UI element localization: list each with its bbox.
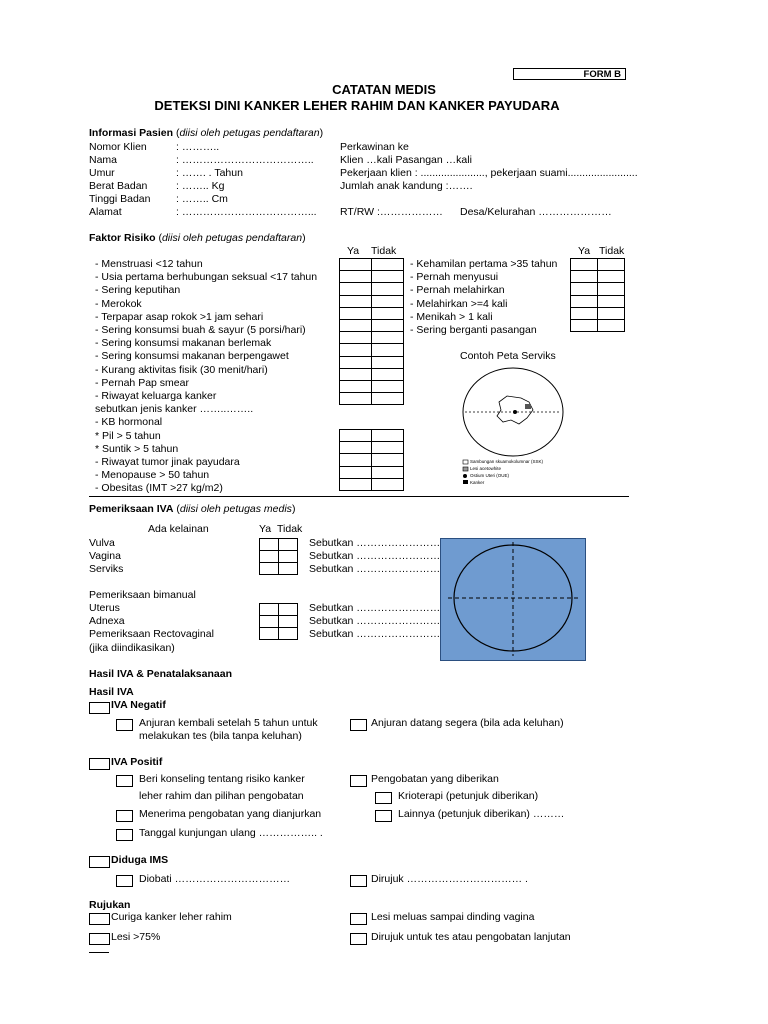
iva-tidak-header: Tidak <box>277 523 303 535</box>
tidak-cell[interactable] <box>598 307 625 319</box>
cervix-map-title: Contoh Peta Serviks <box>460 350 556 362</box>
iva-negatif-label: IVA Negatif <box>111 699 166 711</box>
cervix-diagram[interactable] <box>440 538 586 661</box>
hasil-iva-label: Hasil IVA <box>89 686 134 698</box>
neg-option-b-label: Anjuran datang segera (bila ada keluhan) <box>371 717 564 729</box>
risk-tidak-header-right: Tidak <box>599 245 625 257</box>
patient-field-right[interactable]: Perkawinan ke <box>340 141 409 153</box>
risk-factor-item: - Riwayat tumor jinak payudara <box>95 456 240 468</box>
patient-field-value[interactable]: : ………………………………... <box>176 206 317 218</box>
risk-factor-item-right: - Pernah melahirkan <box>410 284 505 297</box>
tidak-cell[interactable] <box>372 307 404 319</box>
patient-field-value[interactable]: : …….. Kg <box>176 180 225 192</box>
ya-cell[interactable] <box>340 430 372 442</box>
patient-field-label: Berat Badan <box>89 180 148 192</box>
ya-cell[interactable] <box>340 478 372 490</box>
tidak-cell[interactable] <box>598 271 625 283</box>
risk-factor-item: - Terpapar asap rokok >1 jam sehari <box>95 310 264 323</box>
risk-factor-item-right: - Sering berganti pasangan <box>410 324 537 336</box>
ims-dirujuk-checkbox[interactable] <box>350 875 367 887</box>
pos-kunjungan-checkbox[interactable] <box>116 829 133 841</box>
tidak-cell[interactable] <box>372 283 404 295</box>
tidak-cell[interactable] <box>598 259 625 271</box>
risk-factor-item-right: - Pernah menyusui <box>410 271 499 284</box>
tidak-cell[interactable] <box>372 344 404 356</box>
bimanual-label: Pemeriksaan bimanual <box>89 589 196 601</box>
tidak-cell[interactable] <box>598 295 625 307</box>
pos-konseling-label-2: leher rahim dan pilihan pengobatan <box>139 790 304 802</box>
patient-info-heading: Informasi Pasien (diisi oleh petugas pendaftaran) <box>89 127 324 139</box>
risk-ya-header: Ya <box>347 245 360 257</box>
iva-ya-header: Ya <box>259 523 272 535</box>
pos-konseling-checkbox[interactable] <box>116 775 133 787</box>
risk-factor-item: - Sering konsumsi buah & sayur (5 porsi/hari) <box>95 324 306 336</box>
risk-heading: Faktor Risiko (diisi oleh petugas pendaftaran) <box>89 232 306 244</box>
pos-menerima-label: Menerima pengobatan yang dianjurkan <box>139 808 322 820</box>
iva-exam-row-label: Pemeriksaan Rectovaginal <box>89 628 214 640</box>
desa-field[interactable]: Desa/Kelurahan ………………… <box>460 206 612 218</box>
risk-factor-item: - Usia pertama berhubungan seksual <17 tahun <box>95 271 318 284</box>
ya-cell[interactable] <box>260 628 279 640</box>
ya-cell[interactable] <box>571 319 598 331</box>
iva-exam-heading: Pemeriksaan IVA (diisi oleh petugas medis) <box>89 503 296 515</box>
tidak-cell[interactable] <box>372 259 404 271</box>
ya-cell[interactable] <box>571 295 598 307</box>
risk-factor-item: - KB hormonal <box>95 416 163 429</box>
pos-pengobatan-checkbox[interactable] <box>350 775 367 787</box>
risk-factor-item: - Obesitas (IMT >27 kg/m2) <box>95 482 223 495</box>
patient-field-value[interactable]: : ……………………………….. <box>176 154 314 166</box>
tidak-cell[interactable] <box>372 295 404 307</box>
iva-sebutkan-field[interactable]: Sebutkan …………………… <box>309 628 441 640</box>
ruj-lanjutan-checkbox[interactable] <box>350 933 367 945</box>
patient-field-label: Tinggi Badan <box>89 193 151 205</box>
ruj-lanjutan-label: Dirujuk untuk tes atau pengobatan lanjutan <box>371 931 571 943</box>
risk-factor-item: * Suntik > 5 tahun <box>95 442 179 455</box>
risk-factor-item: - Sering konsumsi makanan berpengawet <box>95 350 289 363</box>
tidak-cell[interactable] <box>372 430 404 442</box>
risk-grid-right[interactable] <box>570 258 625 332</box>
tidak-cell[interactable] <box>372 380 404 392</box>
iva-exam-row-label: Vagina <box>89 550 121 562</box>
ya-cell[interactable] <box>340 271 372 283</box>
ya-cell[interactable] <box>571 283 598 295</box>
ya-cell[interactable] <box>260 604 279 616</box>
patient-field-right[interactable]: Jumlah anak kandung :……. <box>340 180 473 192</box>
iva-sebutkan-field[interactable]: Sebutkan …………………… <box>309 563 441 575</box>
iva-grid-a[interactable] <box>259 538 298 575</box>
tidak-cell[interactable] <box>372 332 404 344</box>
tidak-cell[interactable] <box>372 454 404 466</box>
ya-cell[interactable] <box>340 454 372 466</box>
form-code: FORM B <box>513 68 626 80</box>
iva-sebutkan-field[interactable]: Sebutkan …………………… <box>309 550 441 562</box>
risk-factor-item-right: - Menikah > 1 kali <box>410 310 493 323</box>
ya-cell[interactable] <box>340 295 372 307</box>
patient-field-label: Nomor Klien <box>89 141 147 153</box>
risk-factor-item: - Pernah Pap smear <box>95 376 189 389</box>
pos-konseling-label: Beri konseling tentang risiko kanker <box>139 773 305 785</box>
risk-tidak-header: Tidak <box>371 245 397 257</box>
ya-cell[interactable] <box>340 344 372 356</box>
tidak-cell[interactable] <box>372 368 404 380</box>
ruj-lesi75-label: Lesi >75% <box>111 931 161 943</box>
patient-field-value[interactable]: : ……….. <box>176 141 220 153</box>
risk-factor-item: * Pil > 5 tahun <box>95 429 161 442</box>
patient-field-value[interactable]: : ……. . Tahun <box>176 167 243 179</box>
tidak-cell[interactable] <box>279 628 298 640</box>
ya-cell[interactable] <box>340 356 372 368</box>
form-subtitle: DETEKSI DINI KANKER LEHER RAHIM DAN KANKER PAYUDARA <box>154 98 560 113</box>
iva-exam-row-label: Serviks <box>89 563 124 575</box>
pos-kunjungan-label: Tanggal kunjungan ulang …………….. . <box>139 827 323 839</box>
ya-cell[interactable] <box>571 259 598 271</box>
ya-cell[interactable] <box>340 368 372 380</box>
pos-menerima-checkbox[interactable] <box>116 810 133 822</box>
iva-sebutkan-field[interactable]: Sebutkan …………………… <box>309 537 441 549</box>
tidak-cell[interactable] <box>598 283 625 295</box>
result-heading: Hasil IVA & Penatalaksanaan <box>89 668 232 680</box>
ims-label: Diduga IMS <box>111 854 169 866</box>
tidak-cell[interactable] <box>372 319 404 331</box>
risk-factor-item: - Menstruasi <12 tahun <box>95 258 203 270</box>
ya-cell[interactable] <box>571 307 598 319</box>
ya-cell[interactable] <box>340 307 372 319</box>
ya-cell[interactable] <box>260 616 279 628</box>
ya-cell[interactable] <box>340 393 372 405</box>
pos-krioterapi-checkbox[interactable] <box>375 792 392 804</box>
iva-grid-b[interactable] <box>259 603 298 640</box>
iva-exam-row-label: Vulva <box>89 537 115 549</box>
cervix-map-legend: Sambungan skuamokolumnar (SSK) Lesi acetowhite Ostium Uteri (OUE) Kanker <box>470 459 544 485</box>
iva-exam-row-label: Uterus <box>89 602 120 614</box>
neg-option-a-label-2: melakukan tes (bila tanpa keluhan) <box>139 730 302 742</box>
form-title: CATATAN MEDIS <box>332 82 436 97</box>
patient-field-label: Alamat <box>89 206 122 218</box>
neg-option-b-checkbox[interactable] <box>350 719 367 731</box>
patient-field-value[interactable]: : …….. Cm <box>176 193 228 205</box>
risk-grid-left-b[interactable] <box>339 429 404 491</box>
ya-cell[interactable] <box>340 332 372 344</box>
ya-cell[interactable] <box>340 283 372 295</box>
tidak-cell[interactable] <box>279 551 298 563</box>
tidak-cell[interactable] <box>279 616 298 628</box>
pos-lainnya-label: Lainnya (petunjuk diberikan) ……… <box>398 808 565 820</box>
tidak-cell[interactable] <box>372 466 404 478</box>
tidak-cell[interactable] <box>279 604 298 616</box>
ya-cell[interactable] <box>340 319 372 331</box>
patient-field-right[interactable]: Pekerjaan klien : ......................, pekerjaan suami........................ <box>340 167 638 179</box>
tidak-cell[interactable] <box>372 356 404 368</box>
risk-factor-item: - Riwayat keluarga kanker <box>95 390 217 402</box>
ims-dirujuk-label: Dirujuk …………………………… . <box>371 873 528 885</box>
risk-factor-item-right: - Melahirkan >=4 kali <box>410 297 508 310</box>
tidak-cell[interactable] <box>598 319 625 331</box>
ruj-lesi75-checkbox[interactable] <box>89 933 110 945</box>
risk-factor-item: sebutkan jenis kanker ……..…….. <box>95 403 254 416</box>
ya-cell[interactable] <box>260 563 279 575</box>
ya-cell[interactable] <box>571 271 598 283</box>
ruj-lesi-meluas-checkbox[interactable] <box>350 913 367 925</box>
pos-krioterapi-label: Krioterapi (petunjuk diberikan) <box>398 790 539 802</box>
iva-positif-label: IVA Positif <box>111 756 163 768</box>
patient-field-label: Umur <box>89 167 115 179</box>
ruj-curiga-checkbox[interactable] <box>89 913 110 925</box>
risk-factor-item: - Sering keputihan <box>95 284 181 297</box>
ruj-curiga-label: Curiga kanker leher rahim <box>111 911 232 923</box>
ya-cell[interactable] <box>260 539 279 551</box>
ya-cell[interactable] <box>340 380 372 392</box>
footer-mark <box>89 952 109 953</box>
risk-factor-item: - Kurang aktivitas fisik (30 menit/hari) <box>95 363 268 376</box>
ims-diobati-label: Diobati …………………………… <box>139 873 291 885</box>
tidak-cell[interactable] <box>372 442 404 454</box>
risk-factor-item-right: - Kehamilan pertama >35 tahun <box>410 258 558 270</box>
ruj-lesi-meluas-label: Lesi meluas sampai dinding vagina <box>371 911 535 923</box>
tidak-cell[interactable] <box>372 393 404 405</box>
pos-lainnya-checkbox[interactable] <box>375 810 392 822</box>
ims-checkbox[interactable] <box>89 856 110 868</box>
tidak-cell[interactable] <box>279 539 298 551</box>
rectovaginal-note: (jika diindikasikan) <box>89 642 175 654</box>
iva-exam-row-label: Adnexa <box>89 615 125 627</box>
tidak-cell[interactable] <box>372 478 404 490</box>
iva-negatif-checkbox[interactable] <box>89 702 110 714</box>
ims-diobati-checkbox[interactable] <box>116 875 133 887</box>
risk-factor-item: - Menopause > 50 tahun <box>95 469 210 482</box>
tidak-cell[interactable] <box>279 563 298 575</box>
ya-cell[interactable] <box>260 551 279 563</box>
patient-field-label: Nama <box>89 154 118 166</box>
iva-sebutkan-field[interactable]: Sebutkan …………………… <box>309 615 441 627</box>
tidak-cell[interactable] <box>372 271 404 283</box>
risk-grid-left-a[interactable] <box>339 258 404 405</box>
patient-field-right[interactable]: Klien …kali Pasangan …kali <box>340 154 472 166</box>
iva-positif-checkbox[interactable] <box>89 758 110 770</box>
risk-ya-header-right: Ya <box>578 245 591 257</box>
ya-cell[interactable] <box>340 466 372 478</box>
neg-option-a-checkbox[interactable] <box>116 719 133 731</box>
iva-col-header: Ada kelainan <box>148 523 209 535</box>
pos-pengobatan-label: Pengobatan yang diberikan <box>371 773 499 785</box>
iva-sebutkan-field[interactable]: Sebutkan …………………… <box>309 602 441 614</box>
section-divider <box>89 496 629 497</box>
risk-factor-item: - Sering konsumsi makanan berlemak <box>95 337 272 350</box>
ya-cell[interactable] <box>340 259 372 271</box>
rt-rw-field[interactable]: RT/RW :……………… <box>340 206 443 218</box>
ya-cell[interactable] <box>340 442 372 454</box>
risk-factor-item: - Merokok <box>95 297 142 310</box>
rujukan-label: Rujukan <box>89 899 131 911</box>
neg-option-a-label: Anjuran kembali setelah 5 tahun untuk <box>139 717 318 729</box>
